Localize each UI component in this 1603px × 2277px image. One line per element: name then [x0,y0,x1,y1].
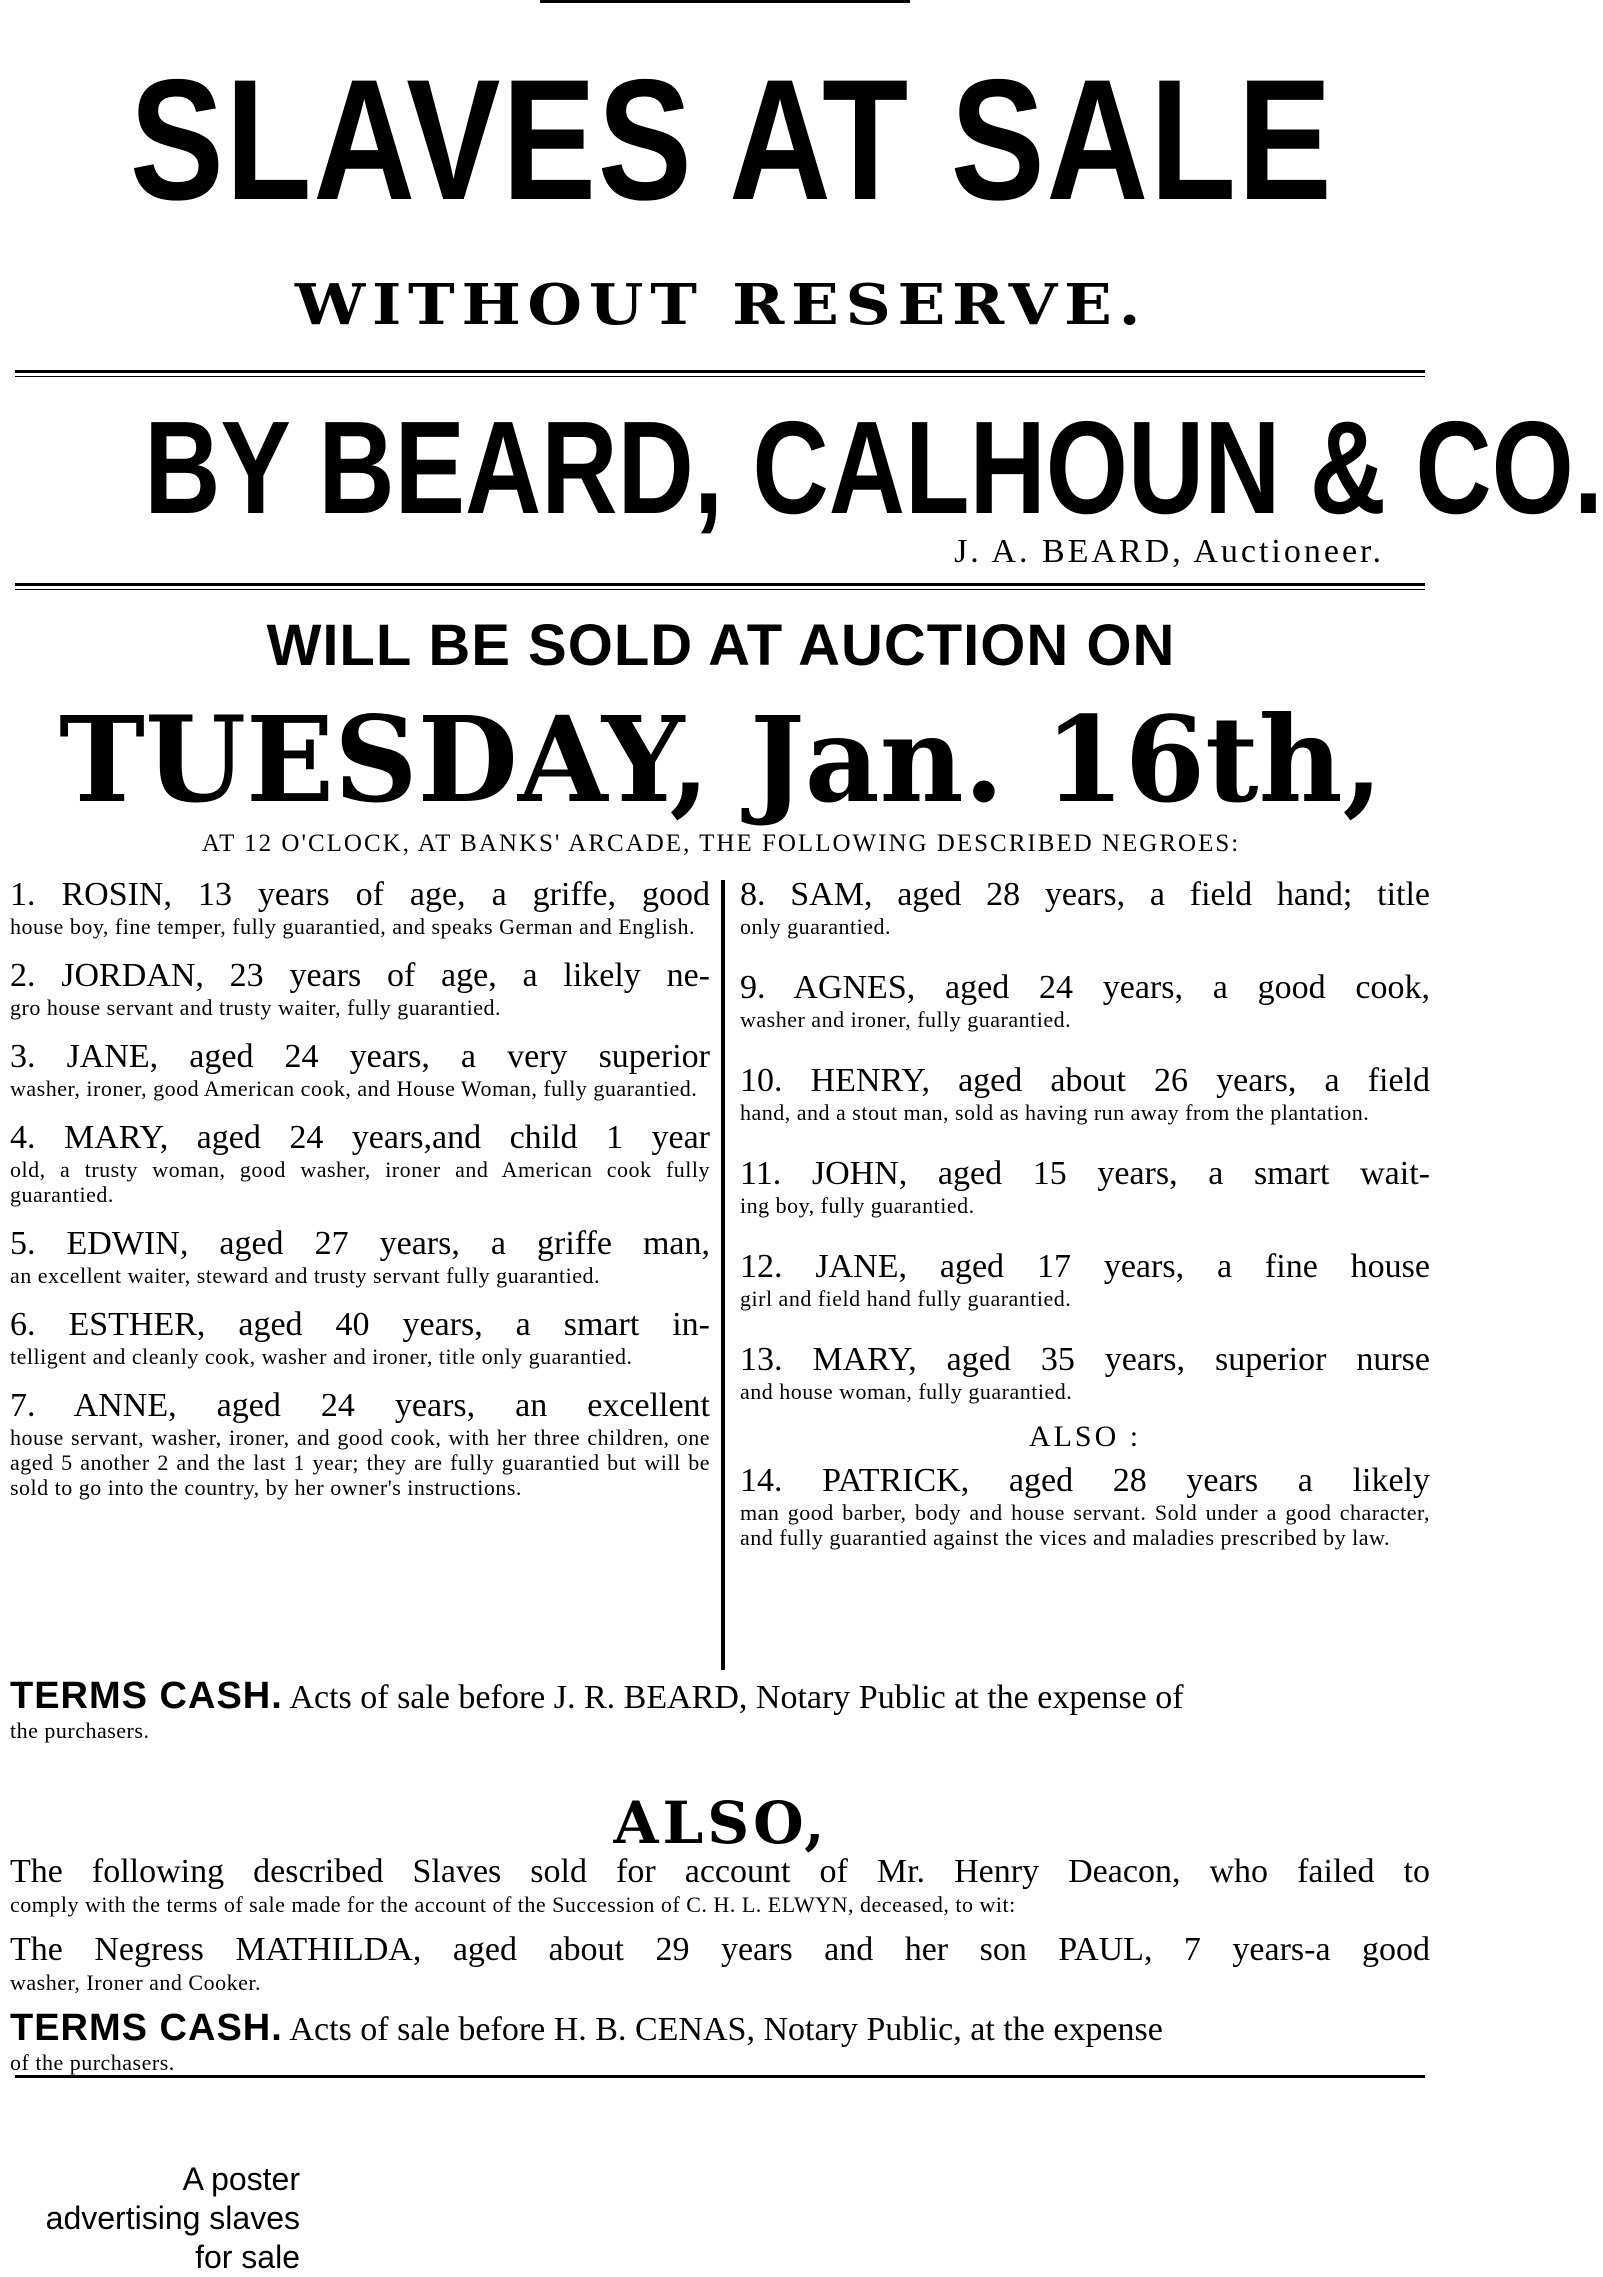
deacon-body: comply with the terms of sale made for the account of the Succession of C. H. L. ELWYN, deceased, to wit: [10,1892,1016,1917]
terms-label: TERMS CASH. [10,2007,283,2049]
list-item [10,1119,710,1207]
entry-lead: 8. SAM, aged 28 years, a field hand; title [740,876,1430,913]
auctioneer-name: J. A. BEARD, Auctioneer. [954,533,1384,570]
divider-rule [15,370,1425,373]
terms-continuation: of the purchasers. [10,2050,175,2075]
entry-body: an excellent waiter, steward and trusty servant fully guarantied. [10,1263,600,1288]
mathilda-lead: The Negress MATHILDA, aged about 29 years and her son PAUL, 7 years-a good [10,1931,1430,1968]
terms-text: Acts of sale before H. B. CENAS, Notary Public, at the expense [289,2011,1163,2048]
list-item [740,1341,1430,1404]
entry-body: washer, ironer, good American cook, and House Woman, fully guarantied. [10,1076,698,1101]
entry-lead: 13. MARY, aged 35 years, superior nurse [740,1341,1430,1378]
entry-lead: 14. PATRICK, aged 28 years a likely [740,1462,1430,1499]
entry-lead: 4. MARY, aged 24 years,and child 1 year [10,1119,710,1156]
mathilda-body: washer, Ironer and Cooker. [10,1970,261,1995]
entry-lead: 10. HENRY, aged about 26 years, a field [740,1062,1430,1099]
caption-line: advertising slaves [45,2200,300,2236]
entry-lead: 2. JORDAN, 23 years of age, a likely ne- [10,957,710,994]
top-rule [540,0,910,3]
entry-body: telligent and cleanly cook, washer and ironer, title only guarantied. [10,1344,633,1369]
list-item [740,876,1430,939]
entry-lead: 12. JANE, aged 17 years, a fine house [740,1248,1430,1285]
list-item [740,1248,1430,1311]
entry-lead: 6. ESTHER, aged 40 years, a smart in- [10,1306,710,1343]
terms-line [10,1676,1430,1718]
divider-rule [15,583,1425,586]
right-column [740,876,1430,1568]
entry-body: hand, and a stout man, sold as having run away from the plantation. [740,1100,1370,1125]
caption-line: A poster [182,2161,300,2197]
entry-lead: 9. AGNES, aged 24 years, a good cook, [740,969,1430,1006]
caption-line: for sale [195,2239,300,2275]
list-item [10,1387,710,1500]
entry-body: gro house servant and trusty waiter, fully guarantied. [10,995,502,1020]
list-item [10,1306,710,1369]
terms-block [10,2008,1430,2076]
column-divider [721,880,725,1670]
also-heading: ALSO, [613,1789,829,1857]
poster-headline: SLAVES AT SALE [129,44,1334,236]
sale-date: TUESDAY, Jan. 16th, [59,690,1383,829]
poster-subheadline: WITHOUT RESERVE. [294,272,1148,338]
mathilda-paragraph [10,1930,1430,1996]
entry-lead: 7. ANNE, aged 24 years, an excellent [10,1387,710,1424]
entry-lead: 5. EDWIN, aged 27 years, a griffe man, [10,1225,710,1262]
list-item [10,1038,710,1101]
entry-lead: 11. JOHN, aged 15 years, a smart wait- [740,1155,1430,1192]
entry-body: old, a trusty woman, good washer, ironer and American cook fully guarantied. [10,1157,710,1207]
entry-body: house boy, fine temper, fully guarantied, and speaks German and English. [10,914,695,939]
also-label: ALSO : [1028,1420,1142,1453]
list-item [10,957,710,1020]
sale-intro: AT 12 O'CLOCK, AT BANKS' ARCADE, THE FOLLOWING DESCRIBED NEGROES: [201,830,1241,857]
entry-body: house servant, washer, ironer, and good cook, with her three children, one aged 5 another 2 and the last 1 year; they are fully guarantied but will be sold to go into the country, by her owner's instructions. [10,1425,710,1500]
list-item [740,1062,1430,1125]
list-item [10,876,710,939]
deacon-lead: The following described Slaves sold for account of Mr. Henry Deacon, who failed to [10,1853,1430,1890]
entry-body: and house woman, fully guarantied. [740,1379,1073,1404]
list-item [740,1462,1430,1550]
entry-body: girl and field hand fully guarantied. [740,1286,1072,1311]
firm-name: BY BEARD, CALHOUN & CO. [144,394,1603,541]
left-column [10,876,710,1518]
terms-continuation: the purchasers. [10,1718,150,1743]
sale-notice: WILL BE SOLD AT AUCTION ON [266,613,1176,678]
list-item [740,969,1430,1032]
entry-lead: 3. JANE, aged 24 years, a very superior [10,1038,710,1075]
terms-label: TERMS CASH. [10,1675,283,1717]
entry-body: only guarantied. [740,914,891,939]
terms-text: Acts of sale before J. R. BEARD, Notary Public at the expense of [289,1679,1184,1716]
image-caption [0,2160,300,2277]
entry-body: man good barber, body and house servant. Sold under a good character, and fully guarantied against the vices and maladies prescribed by law. [740,1500,1430,1550]
divider-rule-thin [15,589,1425,590]
terms-line [10,2008,1430,2050]
list-item [10,1225,710,1288]
deacon-paragraph [10,1852,1430,1918]
entry-body: washer and ironer, fully guarantied. [740,1007,1072,1032]
entry-lead: 1. ROSIN, 13 years of age, a griffe, good [10,876,710,913]
terms-block [10,1676,1430,1744]
divider-rule-thin [15,376,1425,377]
list-item [740,1155,1430,1218]
bottom-rule [15,2075,1425,2078]
entry-body: ing boy, fully guarantied. [740,1193,975,1218]
